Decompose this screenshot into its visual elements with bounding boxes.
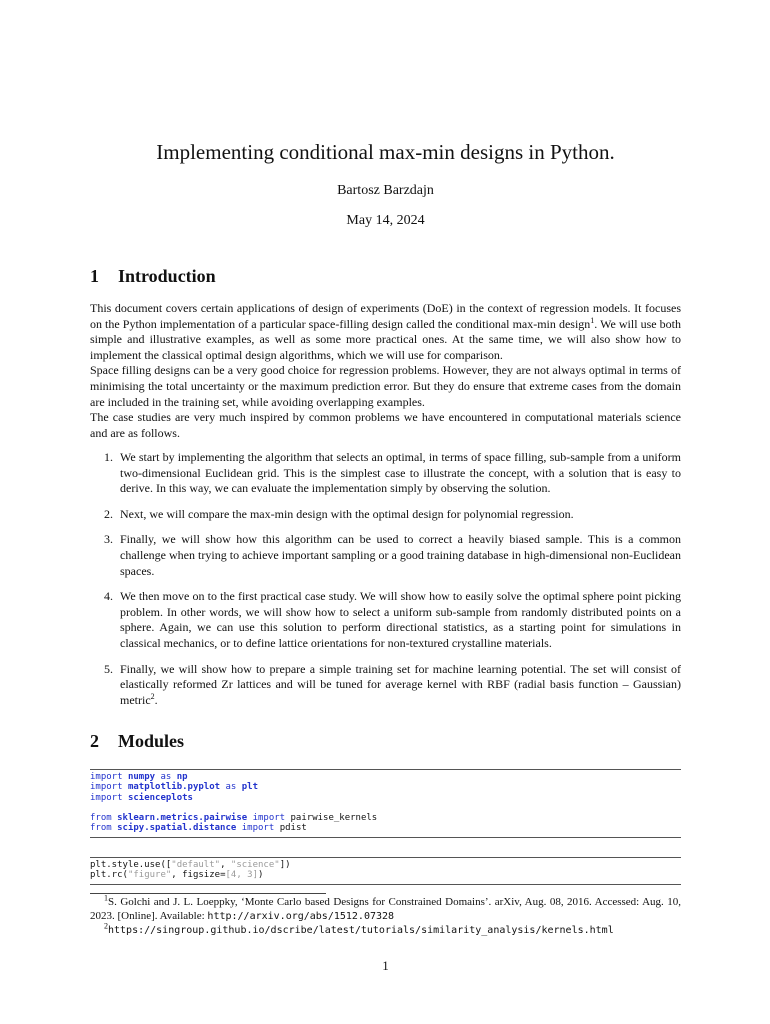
author-name: Bartosz Barzdajn [337,183,434,198]
code-keyword: import [241,823,275,834]
code-line-blank [90,803,681,813]
code-line [90,793,681,803]
code-string: "science" [230,860,280,870]
list-item-number: 2. [104,506,113,521]
code-line [90,782,681,792]
section-heading-introduction [90,266,216,287]
footnote-separator [90,893,326,894]
intro-paragraph-1 [90,301,681,363]
code-keyword: import [252,813,286,824]
footnote-1 [90,893,681,924]
section-title: Introduction [118,266,216,286]
code-text: , figsize= [171,870,226,881]
list-item [90,450,681,497]
code-keyword: from [90,823,112,834]
section-heading-modules [90,731,184,752]
footnote-link[interactable]: https://singroup.github.io/dscribe/latest/tutorials/similarity_analysis/kernels.html [108,924,614,936]
code-module: scipy.spatial.distance [117,823,237,834]
code-keyword: from [90,813,112,824]
footnotes [90,893,681,937]
list-item-number: 3. [104,532,113,547]
list-item-number: 5. [104,661,113,676]
code-line [90,870,681,880]
code-keyword: as [160,772,172,782]
list-item [90,507,681,523]
section-number: 2 [90,731,99,751]
code-module: scienceplots [127,792,193,803]
code-name: pdist [279,823,307,834]
footnote-link[interactable]: http://arxiv.org/abs/1512.07328 [207,910,395,922]
page-number: 1 [382,958,389,973]
code-string: "figure" [127,870,172,881]
section-number: 1 [90,266,99,286]
list-item-text: Next, we will compare the max-min design with the optimal design for polynomial regression. [120,506,574,521]
footnote-ref-1[interactable]: 1 [590,315,595,325]
code-alias: np [176,772,188,782]
paper-title: Implementing conditional max-min designs in Python. [156,140,615,164]
code-alias: plt [241,782,259,793]
intro-paragraph-3: The case studies are very much inspired by common problems we have encountered in computational materials science and are as follows. [90,410,681,440]
code-keyword: as [225,782,237,793]
code-line [90,860,681,870]
code-line [90,813,681,823]
code-module: matplotlib.pyplot [127,782,221,793]
footnote-2 [90,920,681,938]
list-item-text: We start by implementing the algorithm that selects an optimal, in terms of space filling, sub-sample from a uniform two-dimensional Euclidean grid. This is the simplest case to illustrate the concept, with a solution that is easy to derive. In this way, we can evaluate the implementation simply by observing the solution. [120,450,681,496]
footnote-mark: 2 [104,920,108,930]
code-line [90,772,681,782]
list-item [90,589,681,651]
code-keyword: import [90,772,123,782]
code-keyword: import [90,782,123,793]
intro-paragraph-1-cont: . We will use both simple and illustrative examples, as well as some more practical ones. At the same time, we will also show how to implement the classical optimal design algorithms, which we will use for comparison. [90,316,681,362]
code-line [90,823,681,833]
list-item-tail: . [154,692,158,707]
footnote-mark: 1 [104,893,108,903]
case-study-list [90,450,681,718]
code-string: [4, 3] [225,870,258,881]
code-block-imports [90,769,681,838]
code-text: plt.style.use([ [90,860,172,870]
intro-text [90,301,681,441]
section-title: Modules [118,731,185,751]
code-string: "default" [171,860,221,870]
code-block-plot-style [90,857,681,885]
list-item-number: 1. [104,450,113,464]
intro-paragraph-1-text: This document covers certain applications of design of experiments (DoE) in the context of regression models. It focuses on the Python implementation of a particular space-filling design called the conditional max-min design [90,301,681,331]
code-text: plt.rc( [90,870,128,881]
code-module: sklearn.metrics.pairwise [117,813,248,824]
list-item-number: 4. [104,589,113,604]
list-item [90,532,681,579]
list-item [90,662,681,709]
code-name: pairwise_kernels [290,813,378,824]
list-item-text: Finally, we will show how to prepare a simple training set for machine learning potential. The set will consist of elastically reformed Zr lattices and will be tuned for average kernel with RBF (radial basis function – Gaussian) metric [120,661,681,707]
code-module: numpy [127,772,156,782]
code-text: ]) [279,860,291,870]
code-text: , [220,860,231,870]
code-keyword: import [90,792,123,803]
footnote-text: S. Golchi and J. L. Loeppky, ‘Monte Carlo based Designs for Constrained Domains’. arXiv, Aug. 08, 2016. Accessed: Aug. 10, 2023. [Online]. Available: [90,896,681,922]
paper-date: May 14, 2024 [346,213,425,228]
code-text: ) [258,870,264,881]
list-item-text: We then move on to the first practical case study. We will show how to easily solve the optimal sphere point picking problem. In other words, we will show how to select a uniform sub-sample from randomly distributed points on a sphere. Again, we can use this solution to perform directional statistics, as a starting point for simulations in classical mechanics, or to define lattice orientations for non-textured crystalline materials. [120,589,681,650]
intro-paragraph-2: Space filling designs can be a very good choice for regression problems. However, they are not always optimal in terms of minimising the total uncertainty or the maximum prediction error. But they do ensure that extreme cases from the domain are included in the training set, while avoiding overlapping examples. [90,363,681,409]
footnote-ref-2[interactable]: 2 [150,691,155,701]
list-item-text: Finally, we will show how this algorithm can be used to correct a heavily biased sample. This is a common challenge when trying to achieve important sampling or a good training database in high-dimensional non-Euclidean spaces. [120,532,681,578]
